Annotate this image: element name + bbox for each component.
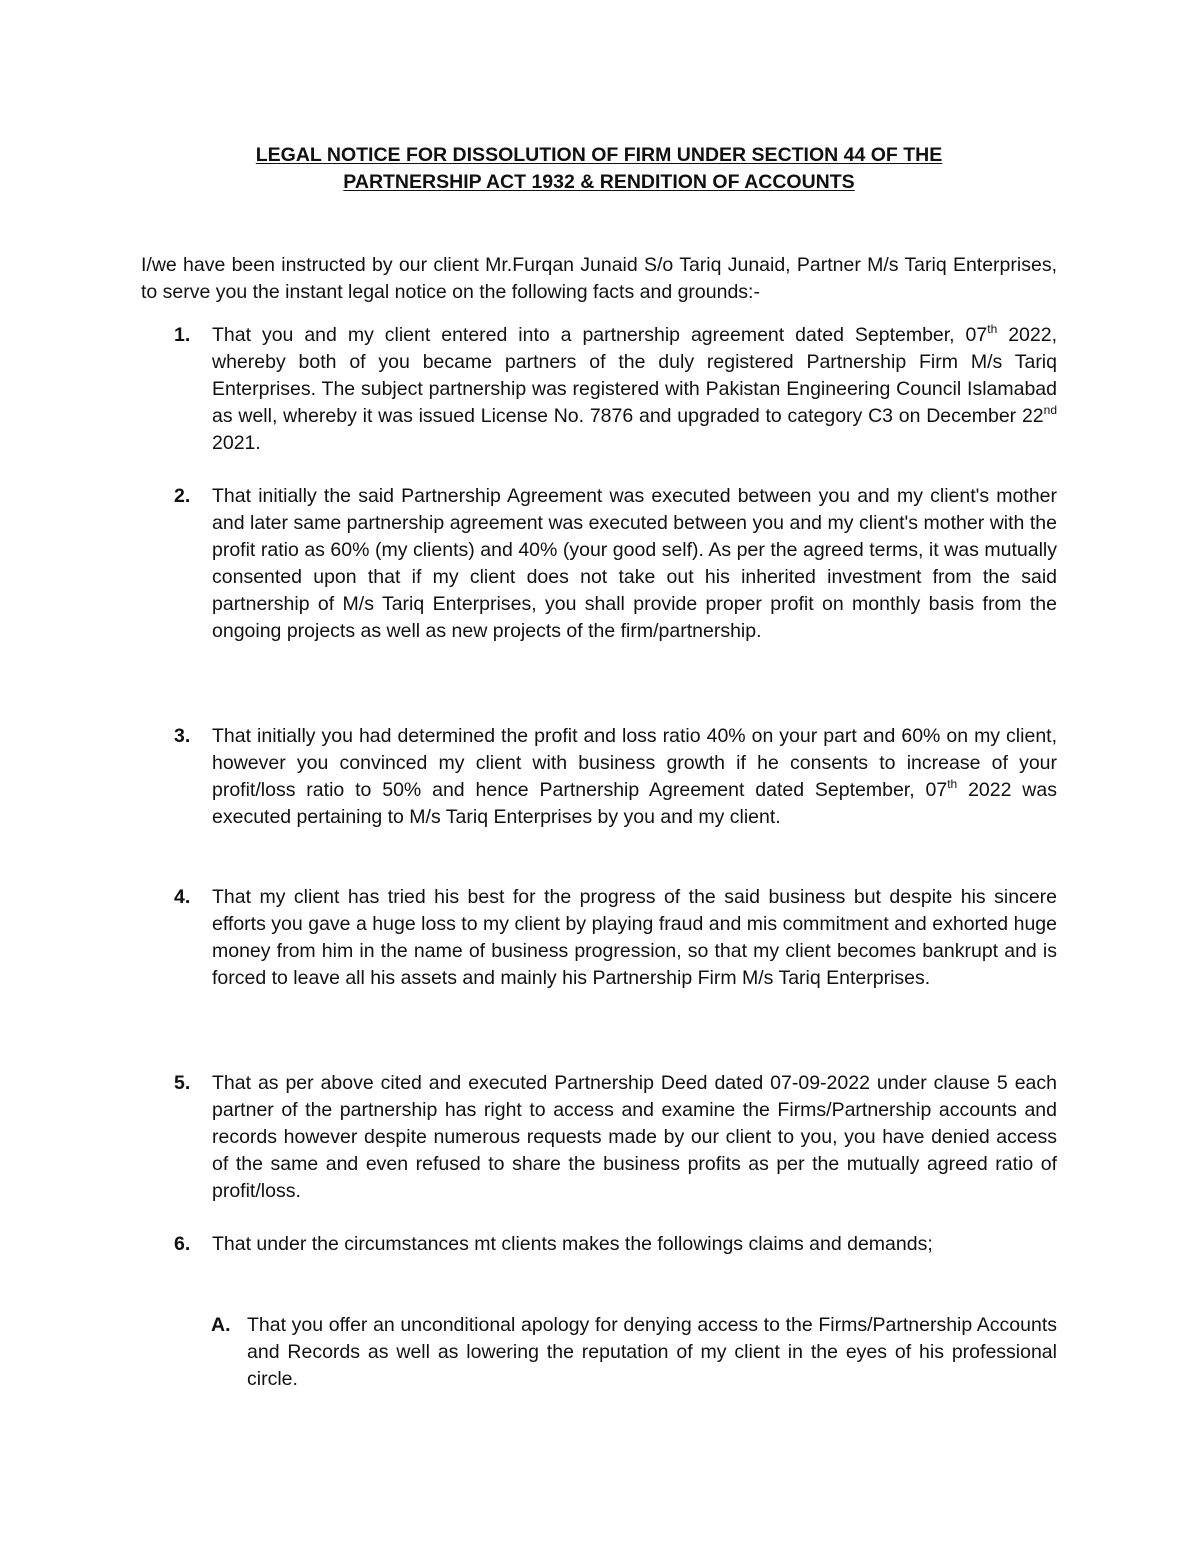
ordinal-suffix: th <box>987 321 998 336</box>
numbered-item-4 <box>174 884 1057 992</box>
item-text-part: 2022, whereby both of you became partners of the duly registered Partnership Firm M/s Tariq Enterprises. The subject partnership was registered with Pakistan Engineering Council Islamabad as well, whereby it was issued License No. 7876 and upgraded to category C3 on December 22 <box>212 324 1057 427</box>
item-number: 6. <box>174 1233 191 1255</box>
numbered-item-5 <box>174 1070 1057 1205</box>
title-line-1: LEGAL NOTICE FOR DISSOLUTION OF FIRM UNDER SECTION 44 OF THE <box>255 144 943 166</box>
item-number: 1. <box>174 324 191 346</box>
numbered-item-1 <box>174 321 1057 457</box>
item-number: 2. <box>174 485 191 507</box>
numbered-item-3 <box>174 723 1057 831</box>
item-text-part: That initially you had determined the profit and loss ratio 40% on your part and 60% on my client, however you convinced my client with business growth if he consents to increase of your profit/loss ratio to 50% and hence Partnership Agreement dated September, 07 <box>212 725 1057 801</box>
item-text-part: That you and my client entered into a partnership agreement dated September, 07 <box>212 324 988 346</box>
title-line-2: PARTNERSHIP ACT 1932 & RENDITION OF ACCOUNTS <box>343 171 855 193</box>
ordinal-suffix: nd <box>1043 402 1057 417</box>
intro-paragraph: I/we have been instructed by our client Mr.Furqan Junaid S/o Tariq Junaid, Partner M/s Tariq Enterprises, to serve you the instant legal notice on the following facts and grounds:- <box>141 254 1057 303</box>
lettered-subitem-a <box>211 1312 1057 1393</box>
numbered-item-6 <box>174 1231 1057 1258</box>
item-text-part: 2022 was executed pertaining to M/s Tariq Enterprises by you and my client. <box>212 779 1057 828</box>
numbered-item-2 <box>174 483 1057 645</box>
notice-title <box>150 142 1048 196</box>
subitem-text: That you offer an unconditional apology for denying access to the Firms/Partnership Accounts and Records as well as lowering the reputation of my client in the eyes of his professional circle. <box>247 1314 1057 1390</box>
subitem-letter: A. <box>211 1314 231 1336</box>
item-text: That initially the said Partnership Agreement was executed between you and my client's mother and later same partnership agreement was executed between you and my client's mother with the profit ratio as 60% (my clients) and 40% (your good self). As per the agreed terms, it was mutually consented upon that if my client does not take out his inherited investment from the said partnership of M/s Tariq Enterprises, you shall provide proper profit on monthly basis from the ongoing projects as well as new projects of the firm/partnership. <box>212 485 1057 642</box>
item-text: That as per above cited and executed Partnership Deed dated 07-09-2022 under clause 5 each partner of the partnership has right to access and examine the Firms/Partnership accounts and records however despite numerous requests made by our client to you, you have denied access of the same and even refused to share the business profits as per the mutually agreed ratio of profit/loss. <box>212 1072 1057 1202</box>
item-number: 3. <box>174 725 191 747</box>
ordinal-suffix: th <box>947 776 958 791</box>
item-number: 4. <box>174 886 191 908</box>
item-text: That my client has tried his best for the progress of the said business but despite his sincere efforts you gave a huge loss to my client by playing fraud and mis commitment and exhorted huge money from him in the name of business progression, so that my client becomes bankrupt and is forced to leave all his assets and mainly his Partnership Firm M/s Tariq Enterprises. <box>212 886 1057 989</box>
item-number: 5. <box>174 1072 191 1094</box>
item-text-part: 2021. <box>212 432 261 454</box>
item-text: That under the circumstances mt clients makes the followings claims and demands; <box>212 1233 933 1255</box>
